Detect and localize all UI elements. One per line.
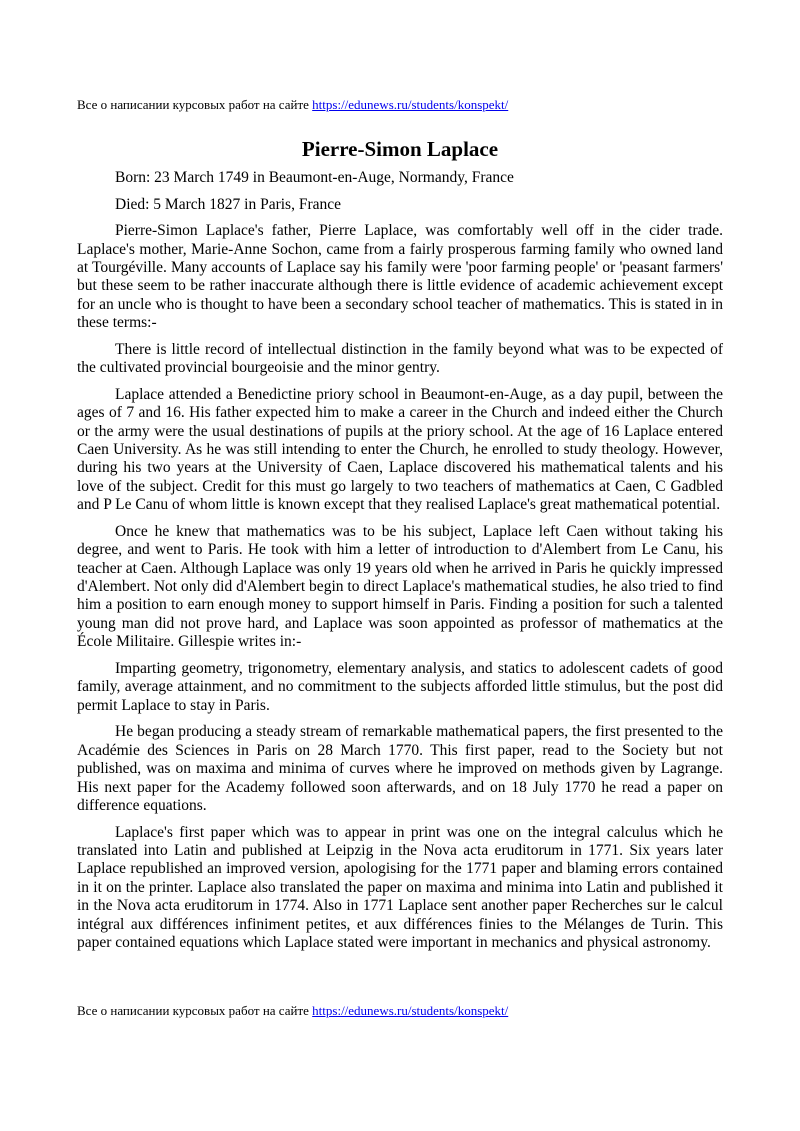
born-line: Born: 23 March 1749 in Beaumont-en-Auge, Normandy, France — [115, 169, 514, 186]
footer-promo-text: Все о написании курсовых работ на сайте — [77, 1003, 313, 1018]
header-promo-line — [77, 97, 723, 113]
document-body — [77, 169, 723, 961]
paragraph: Once he knew that mathematics was to be his subject, Laplace left Caen without taking his degree, and went to Paris. He took with him a letter of introduction to d'Alembert from Le Canu, his teacher at Caen. Although Laplace was only 19 years old when he arrived in Paris he quickly impressed d'Alembert. Not only did d'Alembert begin to direct Laplace's mathematical studies, he also tried to find him a position to earn enough money to support himself in Paris. Finding a position for such a talented young man did not prove hard, and Laplace was soon appointed as professor of mathematics at the École Militaire. Gillespie writes in:- — [77, 522, 723, 651]
paragraph: Laplace attended a Benedictine priory school in Beaumont-en-Auge, as a day pupil, between the ages of 7 and 16. His father expected him to make a career in the Church and indeed either the Church or the army were the usual destinations of pupils at the priory school. At the age of 16 Laplace entered Caen University. As he was still intending to enter the Church, he enrolled to study theology. However, during his two years at the University of Caen, Laplace discovered his mathematical talents and his love of the subject. Credit for this must go largely to two teachers of mathematics at Caen, C Gadbled and P Le Canu of whom little is known except that they realised Laplace's great mathematical potential. — [77, 385, 723, 514]
header-link[interactable]: https://edunews.ru/students/konspekt/ — [312, 97, 509, 112]
page-title: Pierre-Simon Laplace — [301, 137, 499, 161]
died-line: Died: 5 March 1827 in Paris, France — [115, 195, 341, 213]
paragraph: Imparting geometry, trigonometry, elementary analysis, and statics to adolescent cadets of good family, average attainment, and no commitment to the subjects afforded little stimulus, but the post did permit Laplace to stay in Paris. — [77, 659, 723, 714]
paragraph: He began producing a steady stream of remarkable mathematical papers, the first presented to the Académie des Sciences in Paris on 28 March 1770. This first paper, read to the Society but not published, was on maxima and minima of curves where he improved on methods given by Lagrange. His next paper for the Academy followed soon afterwards, and on 18 July 1770 he read a paper on difference equations. — [77, 723, 723, 814]
header-promo-text: Все о написании курсовых работ на сайте — [77, 97, 313, 112]
footer-promo-line — [77, 1003, 723, 1019]
footer-link[interactable]: https://edunews.ru/students/konspekt/ — [312, 1003, 509, 1018]
paragraph: Pierre-Simon Laplace's father, Pierre Laplace, was comfortably well off in the cider trade. Laplace's mother, Marie-Anne Sochon, came from a fairly prosperous farming family who owned land at Tourgéville. Many accounts of Laplace say his family were 'poor farming people' or 'peasant farmers' but these seem to be rather inaccurate although there is little evidence of academic achievement except for an uncle who is thought to have been a secondary school teacher of mathematics. This is stated in in these terms:- — [77, 222, 723, 332]
paragraph: Laplace's first paper which was to appear in print was one on the integral calculus which he translated into Latin and published at Leipzig in the Nova acta eruditorum in 1771. Six years later Laplace republished an improved version, apologising for the 1771 paper and blaming errors contained in it on the printer. Laplace also translated the paper on maxima and minima into Latin and published it in the Nova acta eruditorum in 1774. Also in 1771 Laplace sent another paper Recherches sur le calcul intégral aux différences infiniment petites, et aux différences finies to the Mélanges de Turin. This paper contained equations which Laplace stated were important in mechanics and physical astronomy. — [77, 823, 723, 951]
paragraph: There is little record of intellectual distinction in the family beyond what was to be expected of the cultivated provincial bourgeoisie and the minor gentry. — [77, 340, 723, 377]
